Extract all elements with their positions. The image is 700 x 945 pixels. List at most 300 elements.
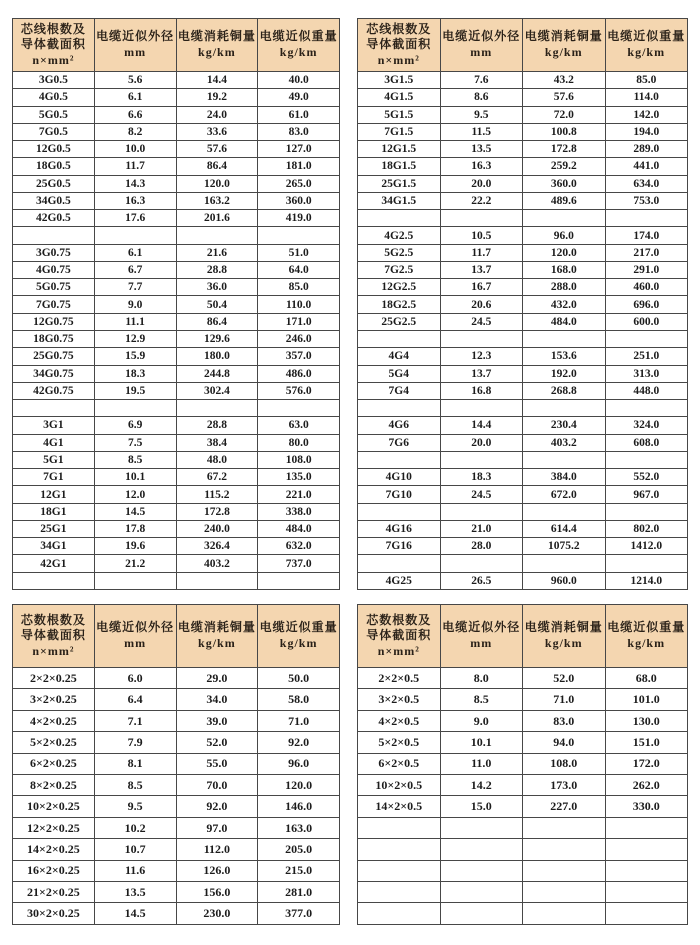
- table-row: [358, 503, 688, 520]
- cell: [176, 400, 258, 417]
- cell: 6.1: [94, 244, 176, 261]
- table-header: [13, 605, 340, 668]
- cell: 217.0: [605, 244, 688, 261]
- table-row: [358, 451, 688, 468]
- table-row: [13, 261, 340, 278]
- table-row: [13, 668, 340, 689]
- cell: 8.5: [94, 775, 176, 796]
- cell: 634.0: [605, 175, 688, 192]
- column-header: 电缆近似重量 kg/km: [605, 605, 688, 668]
- cell: 11.5: [440, 123, 523, 140]
- cell: 5G1: [13, 451, 95, 468]
- cell: 112.0: [176, 839, 258, 860]
- cell: 25G2.5: [358, 313, 441, 330]
- table-row: [13, 451, 340, 468]
- cell: 33.6: [176, 123, 258, 140]
- cell: 13.5: [440, 141, 523, 158]
- cell: 40.0: [258, 72, 340, 89]
- cell: 26.5: [440, 572, 523, 589]
- cell: 19.5: [94, 382, 176, 399]
- cell: 7.7: [94, 279, 176, 296]
- cell: [358, 860, 441, 881]
- cell: 20.0: [440, 434, 523, 451]
- cell: 68.0: [605, 668, 688, 689]
- cell: 448.0: [605, 382, 688, 399]
- cell: [94, 227, 176, 244]
- cell: 7.9: [94, 732, 176, 753]
- cell: 115.2: [176, 486, 258, 503]
- cell: [523, 817, 606, 838]
- cell: 230.0: [176, 903, 258, 925]
- cell: 9.0: [440, 710, 523, 731]
- cell: 21.6: [176, 244, 258, 261]
- column-header: 电缆近似重量 kg/km: [258, 605, 340, 668]
- table-row: [13, 572, 340, 589]
- cell: [258, 227, 340, 244]
- cell: 130.0: [605, 710, 688, 731]
- cell: 326.4: [176, 538, 258, 555]
- cell: 614.4: [523, 520, 606, 537]
- cell: 576.0: [258, 382, 340, 399]
- cell: 3G0.5: [13, 72, 95, 89]
- cell: 246.0: [258, 330, 340, 347]
- cell: [94, 572, 176, 589]
- cell: 3G0.75: [13, 244, 95, 261]
- cell: 85.0: [258, 279, 340, 296]
- cell: 672.0: [523, 486, 606, 503]
- table-body: [358, 72, 688, 590]
- cell: [176, 227, 258, 244]
- cell: [13, 572, 95, 589]
- cell: [523, 555, 606, 572]
- column-header: 芯线根数及 导体截面积 n×mm²: [358, 19, 441, 72]
- cell: 14.5: [94, 503, 176, 520]
- cell: 22.2: [440, 192, 523, 209]
- table-row: [358, 668, 688, 689]
- cell: 1075.2: [523, 538, 606, 555]
- cell: 753.0: [605, 192, 688, 209]
- cell: 3×2×0.25: [13, 689, 95, 710]
- cell: [523, 330, 606, 347]
- cell: 696.0: [605, 296, 688, 313]
- cell: [605, 817, 688, 838]
- cell: 4G6: [358, 417, 441, 434]
- table-row: [13, 417, 340, 434]
- table-row: [13, 732, 340, 753]
- cell: 5G1.5: [358, 106, 441, 123]
- cell: 5G2.5: [358, 244, 441, 261]
- table-row: [13, 775, 340, 796]
- cell: 10.0: [94, 141, 176, 158]
- cell: 16.7: [440, 279, 523, 296]
- table-row: [13, 192, 340, 209]
- table-row: [13, 538, 340, 555]
- table-row: [358, 192, 688, 209]
- cell: 18G1: [13, 503, 95, 520]
- cell: [440, 555, 523, 572]
- cell: 57.6: [523, 89, 606, 106]
- cell: 38.4: [176, 434, 258, 451]
- table-row: [13, 175, 340, 192]
- cell: 302.4: [176, 382, 258, 399]
- cell: 64.0: [258, 261, 340, 278]
- table-row: [358, 296, 688, 313]
- cell: 4G2.5: [358, 227, 441, 244]
- cell: [523, 400, 606, 417]
- cell: 18G1.5: [358, 158, 441, 175]
- cell: 63.0: [258, 417, 340, 434]
- cell: 14×2×0.25: [13, 839, 95, 860]
- cell: 7G1.5: [358, 123, 441, 140]
- cell: 967.0: [605, 486, 688, 503]
- cell: [523, 451, 606, 468]
- cell: 3G1.5: [358, 72, 441, 89]
- table-row: [358, 817, 688, 838]
- cell: 86.4: [176, 158, 258, 175]
- cell: [358, 503, 441, 520]
- cell: 16.3: [440, 158, 523, 175]
- table-row: [13, 486, 340, 503]
- cell: 16.8: [440, 382, 523, 399]
- cell: 135.0: [258, 469, 340, 486]
- cell: 10.5: [440, 227, 523, 244]
- cell: 484.0: [523, 313, 606, 330]
- column-header: 电缆消耗铜量 kg/km: [176, 605, 258, 668]
- cell: 114.0: [605, 89, 688, 106]
- cell: 14.5: [94, 903, 176, 925]
- cell: 484.0: [258, 520, 340, 537]
- cell: [605, 555, 688, 572]
- table-row: [13, 710, 340, 731]
- cell: 13.7: [440, 261, 523, 278]
- table-body: [13, 668, 340, 925]
- cell: 83.0: [523, 710, 606, 731]
- cell: 432.0: [523, 296, 606, 313]
- cell: 34G1.5: [358, 192, 441, 209]
- cell: 215.0: [258, 860, 340, 881]
- table-row: [13, 89, 340, 106]
- cell: [440, 882, 523, 903]
- cell: 25G0.5: [13, 175, 95, 192]
- cell: 14.2: [440, 775, 523, 796]
- cell: 281.0: [258, 882, 340, 903]
- cell: [440, 330, 523, 347]
- cell: [523, 210, 606, 227]
- cell: 83.0: [258, 123, 340, 140]
- table-row: [358, 382, 688, 399]
- cell: 460.0: [605, 279, 688, 296]
- table-row: [358, 330, 688, 347]
- table-row: [13, 227, 340, 244]
- cell: 110.0: [258, 296, 340, 313]
- cell: 360.0: [258, 192, 340, 209]
- cell: [605, 903, 688, 925]
- cell: 156.0: [176, 882, 258, 903]
- cell: 24.5: [440, 313, 523, 330]
- cell: 4G25: [358, 572, 441, 589]
- cell: 25G1.5: [358, 175, 441, 192]
- cell: 4G0.5: [13, 89, 95, 106]
- table-row: [358, 72, 688, 89]
- table-row: [358, 689, 688, 710]
- cell: 2×2×0.5: [358, 668, 441, 689]
- cell: 108.0: [258, 451, 340, 468]
- cell: 168.0: [523, 261, 606, 278]
- cell: 72.0: [523, 106, 606, 123]
- cell: [358, 210, 441, 227]
- cell: 7.1: [94, 710, 176, 731]
- cell: 357.0: [258, 348, 340, 365]
- table-row: [358, 796, 688, 817]
- cell: [358, 400, 441, 417]
- cell: 43.2: [523, 72, 606, 89]
- table-body: [358, 668, 688, 925]
- cell: 100.8: [523, 123, 606, 140]
- cell: 9.5: [440, 106, 523, 123]
- cell: 1214.0: [605, 572, 688, 589]
- column-header: 电缆近似重量 kg/km: [605, 19, 688, 72]
- table-row: [13, 753, 340, 774]
- cell: 10×2×0.25: [13, 796, 95, 817]
- cell: 48.0: [176, 451, 258, 468]
- cell: 7.5: [94, 434, 176, 451]
- table-row: [358, 860, 688, 881]
- header-row: [358, 605, 688, 668]
- table-row: [13, 689, 340, 710]
- cell: 120.0: [258, 775, 340, 796]
- cell: 251.0: [605, 348, 688, 365]
- cell: 10.2: [94, 817, 176, 838]
- column-header: 电缆近似重量 kg/km: [258, 19, 340, 72]
- cell: 80.0: [258, 434, 340, 451]
- cell: 85.0: [605, 72, 688, 89]
- table-row: [13, 330, 340, 347]
- cell: 14.4: [440, 417, 523, 434]
- table-header: [13, 19, 340, 72]
- cell: 96.0: [523, 227, 606, 244]
- table-header: [358, 605, 688, 668]
- cell: [13, 400, 95, 417]
- cell: [358, 882, 441, 903]
- cell: 172.8: [523, 141, 606, 158]
- table-row: [358, 158, 688, 175]
- cell: 8×2×0.25: [13, 775, 95, 796]
- cell: 7G1: [13, 469, 95, 486]
- cell: 268.8: [523, 382, 606, 399]
- cell: 12G1.5: [358, 141, 441, 158]
- cell: 227.0: [523, 796, 606, 817]
- cell: 15.9: [94, 348, 176, 365]
- cell: 142.0: [605, 106, 688, 123]
- table-row: [358, 141, 688, 158]
- cell: 171.0: [258, 313, 340, 330]
- cell: 163.0: [258, 817, 340, 838]
- cell: 16.3: [94, 192, 176, 209]
- table-row: [13, 400, 340, 417]
- cell: 5×2×0.25: [13, 732, 95, 753]
- cell: 737.0: [258, 555, 340, 572]
- cell: [358, 817, 441, 838]
- cell: 3G1: [13, 417, 95, 434]
- cell: [440, 451, 523, 468]
- cell: 6.0: [94, 668, 176, 689]
- cell: 7G10: [358, 486, 441, 503]
- table-row: [358, 261, 688, 278]
- table-row: [358, 348, 688, 365]
- table-row: [13, 796, 340, 817]
- cell: 18G0.5: [13, 158, 95, 175]
- cell: 28.8: [176, 417, 258, 434]
- cell: 49.0: [258, 89, 340, 106]
- cell: 71.0: [258, 710, 340, 731]
- table-row: [358, 365, 688, 382]
- cell: [358, 330, 441, 347]
- cell: 6.9: [94, 417, 176, 434]
- cell: 39.0: [176, 710, 258, 731]
- cell: 8.0: [440, 668, 523, 689]
- table-row: [13, 210, 340, 227]
- cell: [358, 903, 441, 925]
- cell: [605, 330, 688, 347]
- cable-spec-table-bottom-left: [12, 604, 340, 925]
- table-row: [358, 469, 688, 486]
- cell: 108.0: [523, 753, 606, 774]
- cell: 21×2×0.25: [13, 882, 95, 903]
- cell: 181.0: [258, 158, 340, 175]
- table-row: [13, 817, 340, 838]
- cell: 34G0.75: [13, 365, 95, 382]
- cell: 12.9: [94, 330, 176, 347]
- cell: 19.2: [176, 89, 258, 106]
- cell: 52.0: [176, 732, 258, 753]
- cell: 486.0: [258, 365, 340, 382]
- cell: 126.0: [176, 860, 258, 881]
- cell: [358, 839, 441, 860]
- cell: 172.0: [605, 753, 688, 774]
- cell: 18G2.5: [358, 296, 441, 313]
- cell: [176, 572, 258, 589]
- cell: 17.6: [94, 210, 176, 227]
- column-header: 电缆近似外径 mm: [94, 19, 176, 72]
- cell: [94, 400, 176, 417]
- cell: 29.0: [176, 668, 258, 689]
- cell: 50.4: [176, 296, 258, 313]
- cell: 14.4: [176, 72, 258, 89]
- cell: 289.0: [605, 141, 688, 158]
- cell: 127.0: [258, 141, 340, 158]
- cell: 12G1: [13, 486, 95, 503]
- cell: 192.0: [523, 365, 606, 382]
- cell: 8.5: [94, 451, 176, 468]
- cell: [258, 572, 340, 589]
- cell: 8.6: [440, 89, 523, 106]
- cell: 25G0.75: [13, 348, 95, 365]
- cell: 42G1: [13, 555, 95, 572]
- cell: 58.0: [258, 689, 340, 710]
- cell: 30×2×0.25: [13, 903, 95, 925]
- table-row: [13, 469, 340, 486]
- column-header: 芯数根数及 导体截面积 n×mm²: [358, 605, 441, 668]
- cell: 7G0.75: [13, 296, 95, 313]
- cell: 338.0: [258, 503, 340, 520]
- cell: [358, 451, 441, 468]
- cell: 11.1: [94, 313, 176, 330]
- cell: 16×2×0.25: [13, 860, 95, 881]
- cell: 92.0: [176, 796, 258, 817]
- cell: 10.1: [440, 732, 523, 753]
- table-row: [358, 555, 688, 572]
- cell: 4G4: [358, 348, 441, 365]
- cell: 259.2: [523, 158, 606, 175]
- table-row: [13, 106, 340, 123]
- cell: 262.0: [605, 775, 688, 796]
- table-row: [13, 141, 340, 158]
- cell: [605, 210, 688, 227]
- table-row: [358, 227, 688, 244]
- cell: 34.0: [176, 689, 258, 710]
- cell: 129.6: [176, 330, 258, 347]
- cell: 384.0: [523, 469, 606, 486]
- column-header: 芯数根数及 导体截面积 n×mm²: [13, 605, 95, 668]
- table-row: [358, 400, 688, 417]
- cell: 4G16: [358, 520, 441, 537]
- cell: 6.4: [94, 689, 176, 710]
- cell: 36.0: [176, 279, 258, 296]
- cell: 324.0: [605, 417, 688, 434]
- cell: 4G10: [358, 469, 441, 486]
- cell: [440, 817, 523, 838]
- cell: 265.0: [258, 175, 340, 192]
- cell: 25G1: [13, 520, 95, 537]
- table-row: [13, 365, 340, 382]
- cell: 120.0: [176, 175, 258, 192]
- cell: 288.0: [523, 279, 606, 296]
- cell: 50.0: [258, 668, 340, 689]
- table-row: [358, 486, 688, 503]
- cell: 552.0: [605, 469, 688, 486]
- cell: 4G1.5: [358, 89, 441, 106]
- cell: 9.0: [94, 296, 176, 313]
- table-row: [13, 123, 340, 140]
- cell: [440, 210, 523, 227]
- cell: 163.2: [176, 192, 258, 209]
- table-row: [358, 753, 688, 774]
- cell: 8.5: [440, 689, 523, 710]
- cell: 194.0: [605, 123, 688, 140]
- cell: 221.0: [258, 486, 340, 503]
- column-header: 电缆消耗铜量 kg/km: [523, 19, 606, 72]
- table-row: [358, 210, 688, 227]
- cell: [358, 555, 441, 572]
- table-row: [13, 279, 340, 296]
- cell: 13.7: [440, 365, 523, 382]
- cell: 12G0.75: [13, 313, 95, 330]
- cell: [605, 860, 688, 881]
- cell: 51.0: [258, 244, 340, 261]
- cell: 5G4: [358, 365, 441, 382]
- table-row: [13, 313, 340, 330]
- cell: 180.0: [176, 348, 258, 365]
- cell: 5G0.5: [13, 106, 95, 123]
- cell: 608.0: [605, 434, 688, 451]
- cell: 17.8: [94, 520, 176, 537]
- cell: 7G0.5: [13, 123, 95, 140]
- column-header: 芯线根数及 导体截面积 n×mm²: [13, 19, 95, 72]
- cell: 230.4: [523, 417, 606, 434]
- cell: 632.0: [258, 538, 340, 555]
- cell: 403.2: [523, 434, 606, 451]
- table-row: [358, 572, 688, 589]
